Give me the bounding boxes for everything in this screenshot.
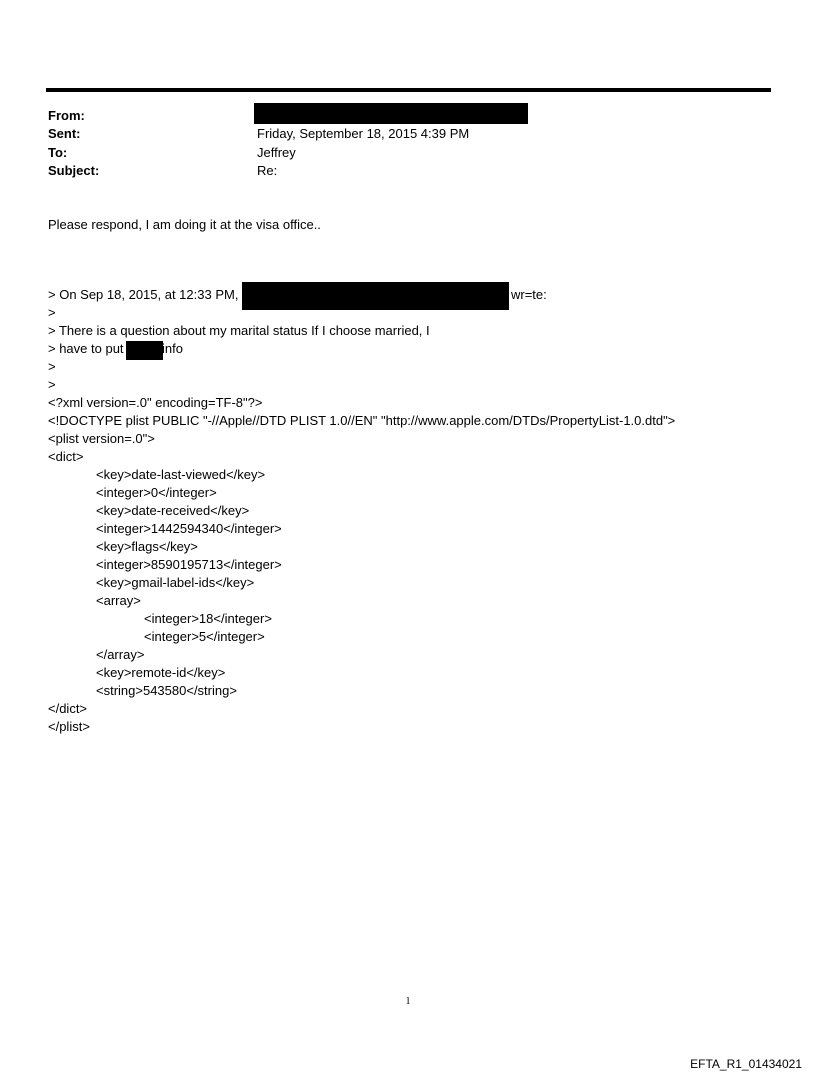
- plist-line: </dict>: [48, 701, 88, 716]
- plist-line: <integer>0</integer>: [96, 485, 217, 500]
- quote-line-prefix: > have to put: [48, 341, 124, 356]
- subject-label: Subject:: [48, 163, 100, 178]
- plist-line: <key>date-last-viewed</key>: [96, 467, 266, 482]
- plist-line: <?xml version=.0" encoding=TF-8"?>: [48, 395, 263, 410]
- quote-line-suffix: info: [162, 341, 183, 356]
- quote-intro-prefix: > On Sep 18, 2015, at 12:33 PM,: [48, 287, 239, 302]
- subject-value: Re:: [257, 163, 278, 178]
- plist-line: <integer>5</integer>: [144, 629, 265, 644]
- from-label: From:: [48, 108, 85, 123]
- plist-line: <plist version=.0">: [48, 431, 155, 446]
- page-number: 1: [405, 996, 411, 1007]
- message-text: Please respond, I am doing it at the visa office..: [48, 217, 321, 232]
- quote-blank-line: >: [48, 359, 56, 374]
- plist-line: <key>flags</key>: [96, 539, 198, 554]
- plist-line: </plist>: [48, 719, 90, 734]
- plist-line: <array>: [96, 593, 141, 608]
- from-redaction: [254, 103, 528, 124]
- plist-line: <integer>8590195713</integer>: [96, 557, 282, 572]
- name-redaction: [126, 341, 163, 360]
- sender-redaction: [242, 282, 509, 310]
- header-rule: [46, 88, 771, 92]
- quote-blank-line: >: [48, 377, 56, 392]
- quote-blank-line: >: [48, 305, 56, 320]
- quote-line: > There is a question about my marital status If I choose married, I: [48, 323, 430, 338]
- plist-line: <key>remote-id</key>: [96, 665, 226, 680]
- plist-line: <integer>18</integer>: [144, 611, 272, 626]
- plist-line: <key>gmail-label-ids</key>: [96, 575, 255, 590]
- quote-intro-suffix: wr=te:: [511, 287, 547, 302]
- sent-label: Sent:: [48, 126, 81, 141]
- sent-value: Friday, September 18, 2015 4:39 PM: [257, 126, 470, 141]
- plist-line: </array>: [96, 647, 145, 662]
- plist-line: <key>date-received</key>: [96, 503, 250, 518]
- plist-line: <integer>1442594340</integer>: [96, 521, 282, 536]
- plist-line: <!DOCTYPE plist PUBLIC "-//Apple//DTD PLIST 1.0//EN" "http://www.apple.com/DTDs/PropertyList-1.0.dtd">: [48, 413, 676, 428]
- bates-number: EFTA_R1_01434021: [690, 1057, 802, 1071]
- plist-line: <dict>: [48, 449, 84, 464]
- plist-line: <string>543580</string>: [96, 683, 237, 698]
- to-label: To:: [48, 145, 68, 160]
- to-value: Jeffrey: [257, 145, 296, 160]
